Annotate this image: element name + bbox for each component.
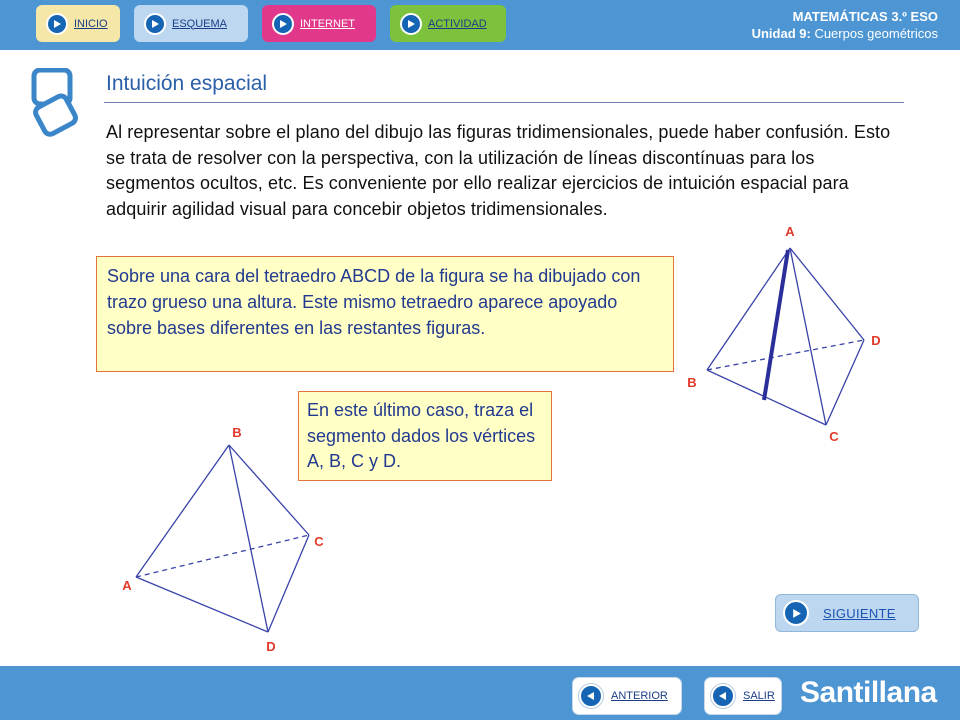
next-button[interactable]	[775, 594, 919, 632]
play-icon	[46, 13, 68, 35]
back-arrow-icon	[579, 684, 603, 708]
vertex-label-a: A	[785, 224, 795, 239]
edge-ad	[136, 577, 268, 632]
edge-bc	[707, 370, 826, 425]
next-label: SIGUIENTE	[823, 605, 896, 621]
vertex-label-b: B	[232, 425, 242, 440]
vertex-label-a: A	[122, 578, 132, 593]
exit-label: SALIR	[743, 690, 775, 702]
unit-line	[752, 25, 938, 42]
edge-ab	[707, 248, 790, 370]
edge-bc	[229, 445, 309, 535]
vertex-label-b: B	[687, 375, 697, 390]
edge-cd	[826, 340, 864, 425]
unit-name: Cuerpos geométricos	[814, 26, 938, 41]
play-icon	[272, 13, 294, 35]
inicio-button[interactable]	[36, 5, 120, 42]
internet-label: INTERNET	[300, 17, 355, 30]
edge-ad	[790, 248, 864, 340]
exercise-instruction-box: En este último caso, traza el segmento dados los vértices A, B, C y D.	[298, 391, 552, 481]
documents-icon	[30, 68, 86, 140]
inicio-label: INICIO	[74, 17, 108, 30]
course-title: MATEMÁTICAS 3.º ESO	[792, 9, 938, 24]
edge-ba	[136, 445, 229, 577]
edge-ac	[790, 248, 826, 425]
edge-bd	[229, 445, 268, 632]
unit-label: Unidad 9:	[751, 26, 811, 41]
title-divider	[104, 102, 904, 103]
exit-button[interactable]	[704, 677, 782, 715]
page-title: Intuición espacial	[106, 72, 268, 95]
brand-logo: Santillana	[800, 676, 937, 709]
course-header	[752, 8, 938, 42]
previous-button[interactable]	[572, 677, 682, 715]
height-segment	[764, 250, 788, 400]
actividad-label: ACTIVIDAD	[428, 17, 487, 30]
esquema-label: ESQUEMA	[172, 17, 228, 30]
vertex-label-c: C	[314, 534, 324, 549]
play-icon	[783, 600, 809, 626]
hidden-edge-bd	[707, 340, 864, 370]
tetrahedron-description-box: Sobre una cara del tetraedro ABCD de la figura se ha dibujado con trazo grueso una altura. Este mismo tetraedro aparece apoyado sobre bases diferentes en las restantes figuras.	[96, 256, 674, 372]
play-icon	[144, 13, 166, 35]
back-arrow-icon	[711, 684, 735, 708]
previous-label: ANTERIOR	[611, 690, 668, 702]
vertex-label-d: D	[871, 333, 881, 348]
internet-button[interactable]	[262, 5, 376, 42]
actividad-button[interactable]	[390, 5, 506, 42]
hidden-edge-ac	[136, 535, 309, 577]
vertex-label-d: D	[266, 639, 276, 654]
esquema-button[interactable]	[134, 5, 248, 42]
play-icon	[400, 13, 422, 35]
intro-paragraph: Al representar sobre el plano del dibujo las figuras tridimensionales, puede haber confusión. Esto se trata de resolver con la perspectiva, con la utilización de líneas discontínuas para los segmentos ocultos, etc. Es conveniente por ello realizar ejercicios de intuición espacial para adquirir agilidad visual para concebir objetos tridimensionales.	[106, 122, 891, 219]
edge-cd	[268, 535, 309, 632]
vertex-label-c: C	[829, 429, 839, 444]
